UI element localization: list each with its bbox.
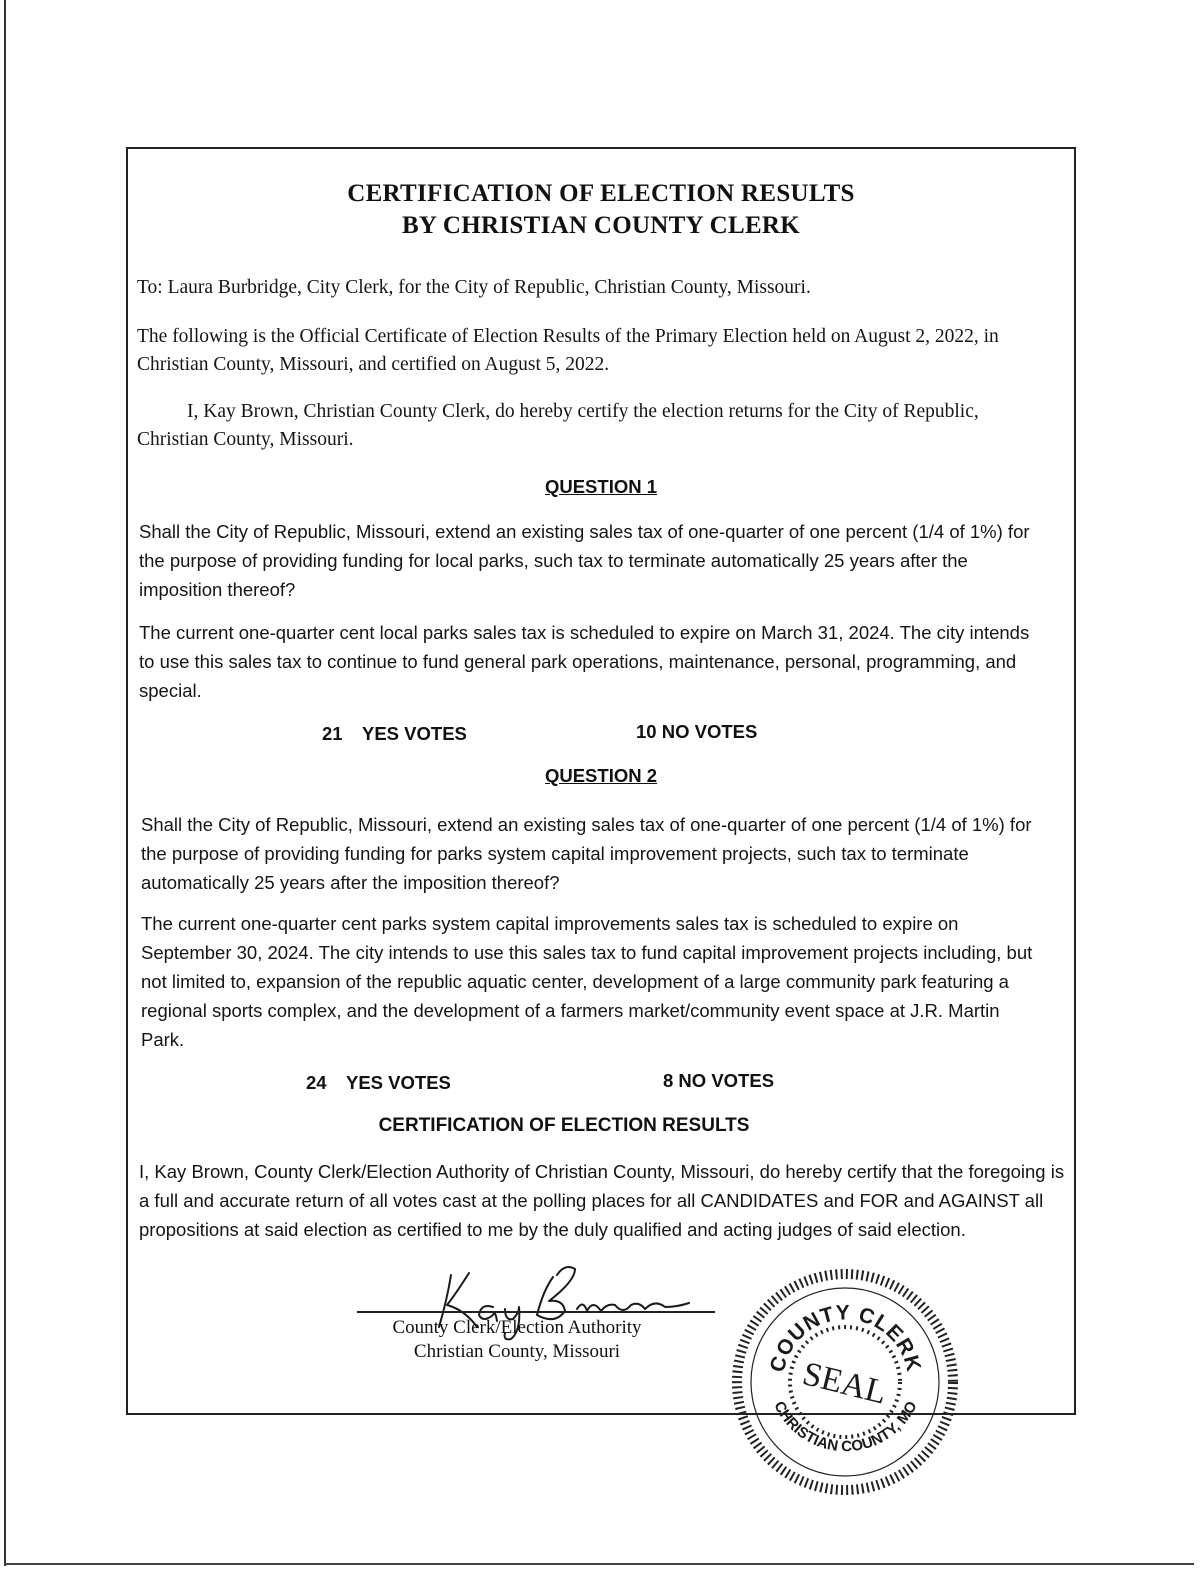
question-1-no-votes: 10 NO VOTES	[636, 721, 758, 742]
page-edge-bottom	[4, 1563, 1194, 1565]
intro-paragraph: The following is the Official Certificate of Election Results of the Primary Election held on August 2, 2022, in Christian County, Missouri, and certified on August 5, 2022.	[137, 326, 999, 375]
county-clerk-seal	[728, 1262, 963, 1502]
question-2-yes-label: YES VOTES	[346, 1072, 451, 1093]
seal-bottom-text: CHRISTIAN COUNTY, MO	[770, 1398, 921, 1456]
certification-heading: CERTIFICATION OF ELECTION RESULTS	[378, 1115, 750, 1136]
signature-line	[357, 1311, 715, 1313]
certify-statement: I, Kay Brown, Christian County Clerk, do hereby certify the election returns for the City of Republic, Christian County, Missouri.	[137, 401, 979, 450]
question-2-no-votes: 8 NO VOTES	[663, 1070, 775, 1091]
question-1-heading: QUESTION 1	[544, 476, 658, 497]
question-2-yes-votes	[306, 1072, 451, 1094]
question-2-heading: QUESTION 2	[544, 765, 658, 786]
question-2-description: The current one-quarter cent parks system capital improvements sales tax is scheduled to expire on September 30, 2024. The city intends to use this sales tax to fund capital improvement projects including, but not limited to, expansion of the republic aquatic center, development of a large community park featuring a regional sports complex, and the development of a farmers market/community event space at J.R. Martin Park.	[141, 913, 1033, 1050]
seal-center-text: SEAL	[798, 1355, 891, 1412]
certificate-title-line-2: BY CHRISTIAN COUNTY CLERK	[401, 212, 801, 239]
signature-caption-title: County Clerk/Election Authority	[392, 1317, 642, 1338]
question-1-text: Shall the City of Republic, Missouri, extend an existing sales tax of one-quarter of one percent (1/4 of 1%) for the purpose of providing funding for local parks, such tax to terminate automatically 25 years after the imposition thereof?	[139, 521, 1030, 600]
question-1-yes-label: YES VOTES	[362, 723, 467, 744]
certificate-title-line-1: CERTIFICATION OF ELECTION RESULTS	[347, 180, 855, 207]
question-1-yes-votes	[322, 723, 467, 745]
seal-top-text: COUNTY CLERK	[765, 1301, 926, 1375]
question-1-description: The current one-quarter cent local parks sales tax is scheduled to expire on March 31, 2024. The city intends to use this sales tax to continue to fund general park operations, maintenance, personal, programming, and special.	[139, 622, 1030, 701]
signature-caption-county: Christian County, Missouri	[413, 1341, 621, 1362]
question-2-yes-count: 24	[306, 1072, 327, 1093]
svg-text:COUNTY CLERK	[766, 1301, 926, 1374]
addressee-line: To: Laura Burbridge, City Clerk, for the City of Republic, Christian County, Missouri.	[137, 277, 811, 298]
page-edge-left	[4, 0, 6, 1566]
certification-text: I, Kay Brown, County Clerk/Election Authority of Christian County, Missouri, do hereby certify that the foregoing is a full and accurate return of all votes cast at the polling places for all CANDIDATES and FOR and AGAINST all propositions at said election as certified to me by the duly qualified and acting judges of said election.	[139, 1161, 1065, 1240]
question-2-text: Shall the City of Republic, Missouri, extend an existing sales tax of one-quarter of one percent (1/4 of 1%) for the purpose of providing funding for parks system capital improvement projects, such tax to terminate automatically 25 years after the imposition thereof?	[141, 814, 1032, 893]
svg-text:CHRISTIAN COUNTY, MO	[770, 1398, 920, 1455]
question-1-yes-count: 21	[322, 723, 343, 744]
